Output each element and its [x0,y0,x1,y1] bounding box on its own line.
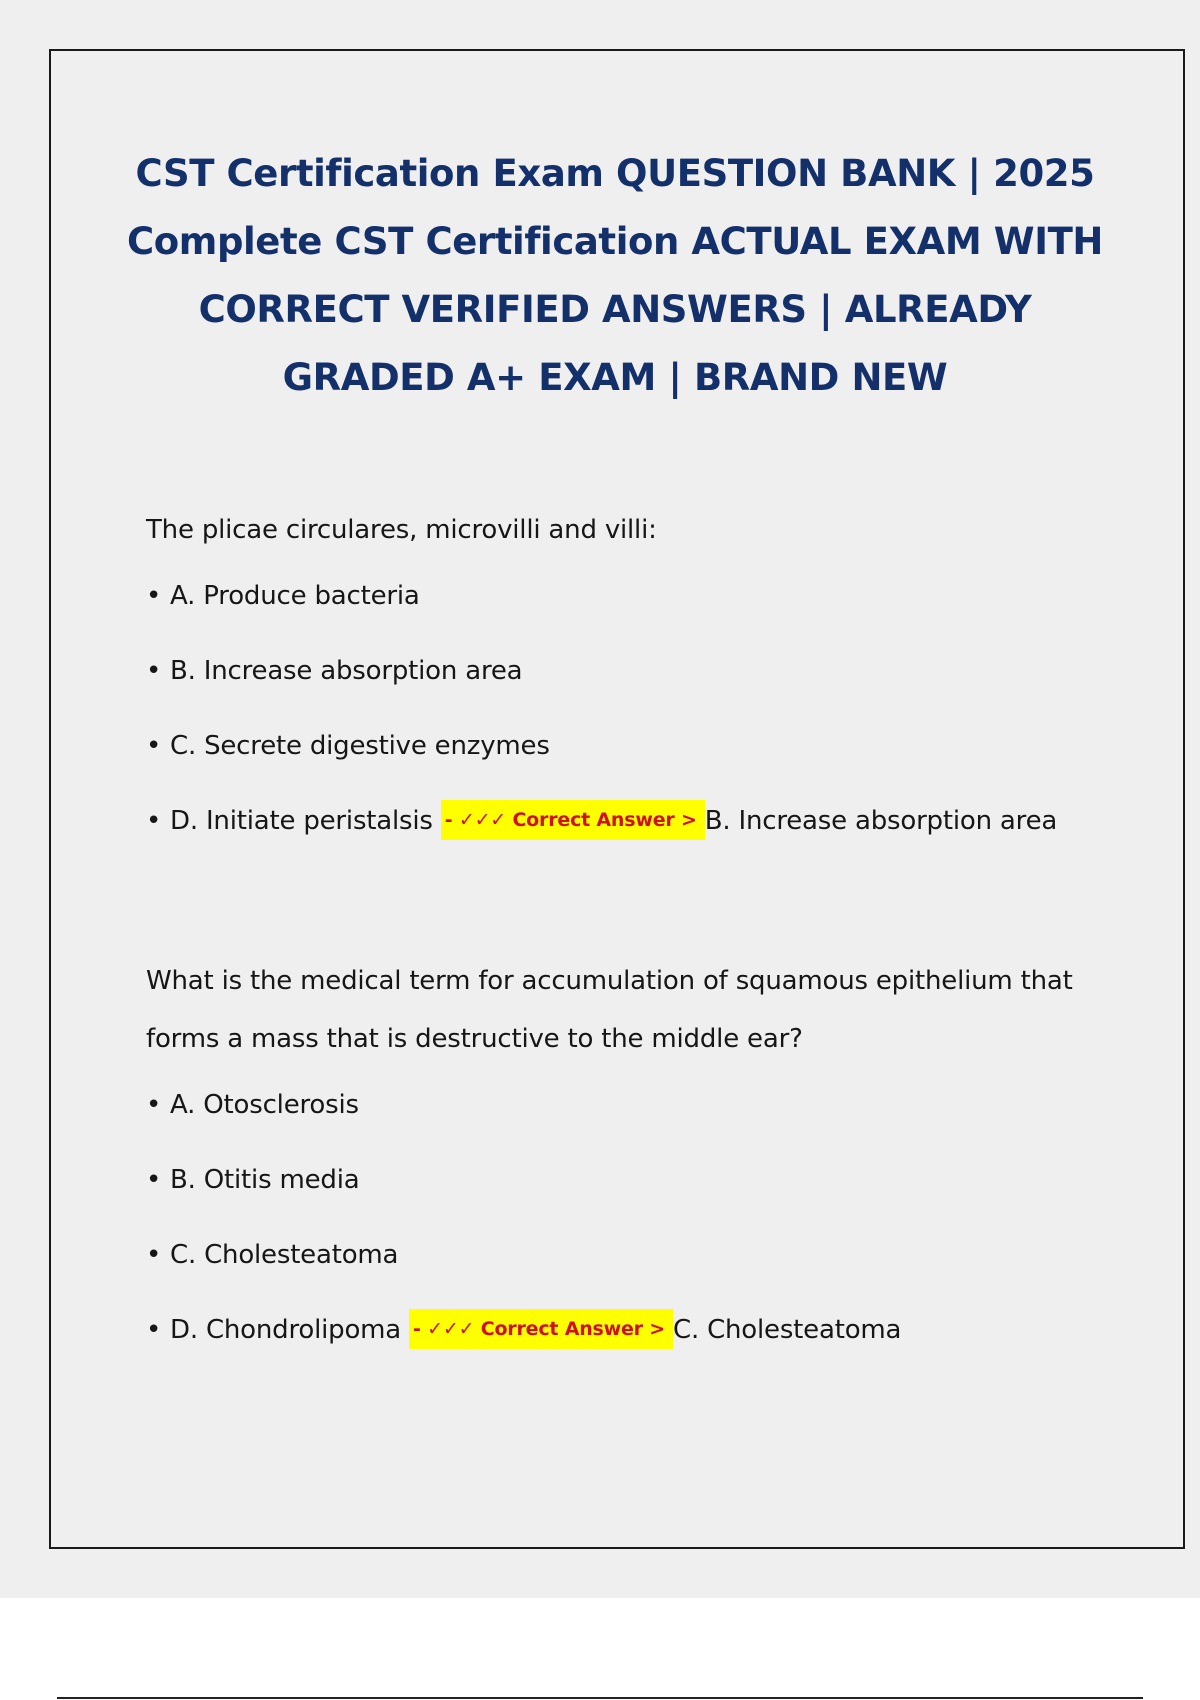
bullet-icon: • [146,1090,162,1120]
option-label: D. Chondrolipoma [170,1315,402,1345]
option-list [146,1068,1076,1368]
correct-answer-text: B. Increase absorption area [704,806,1058,836]
option-item [146,709,1076,784]
bullet-icon: • [146,581,162,611]
correct-answer-tag: - ✓✓✓ Correct Answer > [409,1309,673,1349]
bullet-icon: • [146,731,162,761]
option-list [146,559,1076,859]
bullet-icon: • [146,1315,162,1345]
option-item [146,1293,1076,1368]
option-label: C. Cholesteatoma [170,1240,399,1270]
option-item [146,1218,1076,1293]
bullet-icon: • [146,1165,162,1195]
option-label: C. Secrete digestive enzymes [170,731,550,761]
document-title: CST Certification Exam QUESTION BANK | 2025 Complete CST Certification ACTUAL EXAM WITH CORRECT VERIFIED ANSWERS | ALREADY GRADED A+ EXAM | BRAND NEW [127,152,1103,399]
option-item [146,1143,1076,1218]
bullet-icon: • [146,1240,162,1270]
question-block-2 [146,952,1076,1368]
option-label: D. Initiate peristalsis [170,806,433,836]
question-prompt: The plicae circulares, microvilli and villi: [146,515,657,545]
option-item [146,559,1076,634]
option-label: B. Increase absorption area [170,656,523,686]
option-label: A. Produce bacteria [170,581,420,611]
next-page-top-rule [57,1697,1143,1699]
option-label: A. Otosclerosis [170,1090,359,1120]
option-item [146,784,1076,859]
correct-answer-tag: - ✓✓✓ Correct Answer > [441,800,705,840]
bullet-icon: • [146,656,162,686]
option-item [146,1068,1076,1143]
bullet-icon: • [146,806,162,836]
option-item [146,634,1076,709]
question-block-1 [146,501,1076,859]
correct-answer-text: C. Cholesteatoma [672,1315,902,1345]
option-label: B. Otitis media [170,1165,360,1195]
question-prompt: What is the medical term for accumulation of squamous epithelium that forms a mass that is destructive to the middle ear? [146,966,1073,1054]
